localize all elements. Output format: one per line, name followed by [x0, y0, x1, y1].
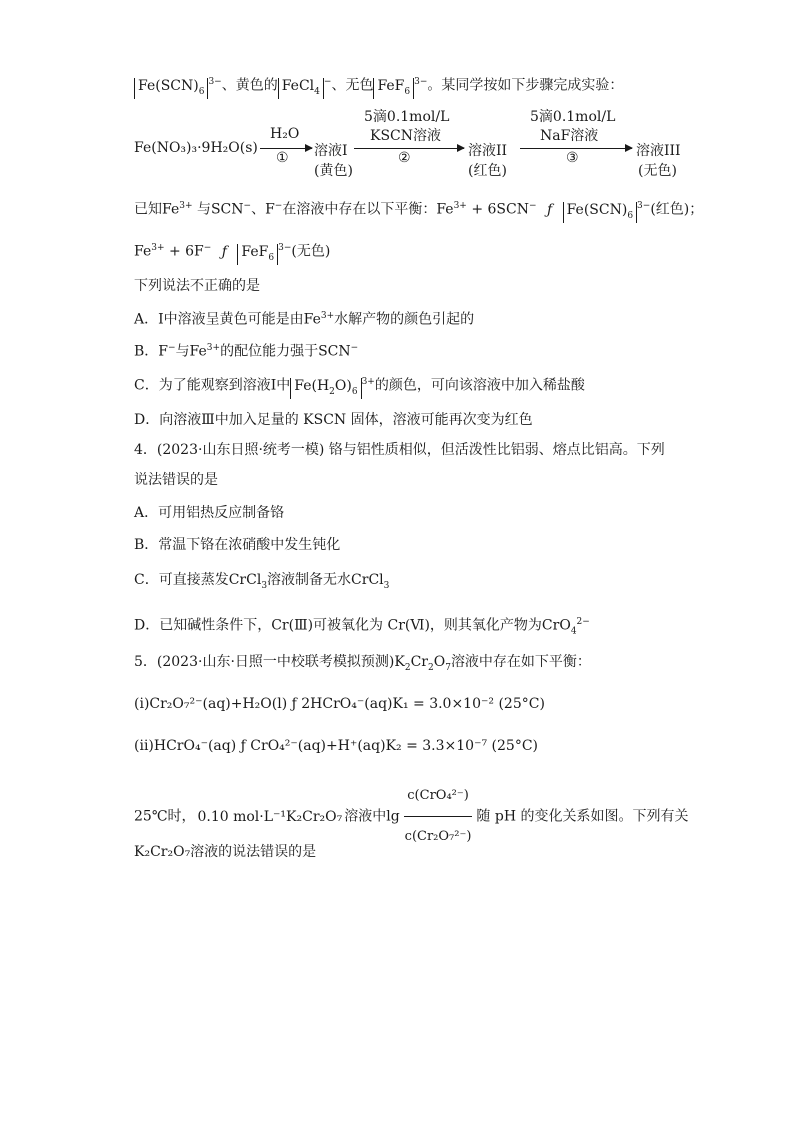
- solution-1: 溶液I: [314, 143, 348, 159]
- arrow3-label2: NaF溶液: [540, 128, 599, 144]
- solution-3: 溶液III: [636, 143, 681, 159]
- arrow-1: [260, 148, 312, 149]
- equilibrium-2: $Fe^{3+} + 6F^-$ ƒ FeF$_6^{3-}$(无色): [134, 238, 330, 265]
- solution-1-color: (黄色): [314, 163, 353, 179]
- q3-option-b: B．F−与$Fe^{3+}$的配位能力强于SCN−: [134, 343, 359, 360]
- ion-fecl4: FeCl$_4$: [278, 78, 324, 100]
- equilibrium-arrow: ƒ: [221, 243, 227, 260]
- arrow3-label1: 5滴0.1mol/L: [530, 109, 616, 125]
- solution-3-color: (无色): [638, 163, 677, 179]
- arrow1-label: H₂O: [270, 126, 300, 142]
- q3-stem: 下列说法不正确的是: [134, 278, 260, 294]
- arrow2-step: ②: [398, 150, 411, 166]
- flow-start: Fe(NO₃)₃·9H₂O(s): [134, 140, 258, 156]
- equilibrium-1: 已知$Fe^{3+}$ 与SCN−、F−在溶液中存在以下平衡：$Fe^{3+} + 6SCN^-$ ƒ $Fe(SCN)_6^{3-}$(红色)；: [134, 196, 703, 223]
- q4-option-a: A．可用铝热反应制备铬: [134, 505, 285, 521]
- ion-fef6: FeF$_6$: [373, 78, 414, 100]
- equilibrium-arrow: ƒ: [546, 201, 553, 218]
- arrow2-label2: KSCN溶液: [370, 128, 442, 144]
- solution-2: 溶液II: [468, 143, 508, 159]
- arrow2-label1: 5滴0.1mol/L: [364, 109, 450, 125]
- arrow-2: [354, 148, 464, 149]
- ion-fe-scn6: $Fe(SCN)_6$: [134, 78, 208, 100]
- q3-option-d: D．向溶液Ⅲ中加入足量的 KSCN 固体，溶液可能再次变为红色: [134, 412, 533, 428]
- arrow-3: [520, 148, 632, 149]
- experiment-flow: [134, 104, 694, 184]
- q5-stem-line2: K₂Cr₂O₇溶液的说法错误的是: [134, 844, 317, 860]
- q3-option-a: A．Ⅰ中溶液呈黄色可能是由$Fe^{3+}$水解产物的颜色引起的: [134, 311, 475, 328]
- q4-stem-line2: 说法错误的是: [134, 472, 218, 488]
- q5-condition-line: 25℃时， 0.10 mol·L⁻¹K₂Cr₂O₇ 溶液中lg $\frac{\text{c(CrO₄²⁻)}}{\text{c(Cr₂O₇²⁻)}}$ 随 pH 的变化关系如图。下列有关: [134, 776, 689, 857]
- q5-equilibrium-i: (ⅰ)Cr₂O₇²⁻(aq)+H₂O(l) ƒ 2HCrO₄⁻(aq)K₁ = 3.0×10⁻² (25°C): [134, 696, 545, 712]
- q4-option-b: B．常温下铬在浓硝酸中发生钝化: [134, 537, 341, 553]
- arrow3-step: ③: [566, 150, 579, 166]
- arrow1-step: ①: [276, 150, 289, 166]
- concentration-ratio-fraction: $\frac{\text{c(CrO₄²⁻)}}{\text{c(Cr₂O₇²⁻)}}$: [402, 776, 475, 857]
- q4-option-d: D．已知碱性条件下，Cr(Ⅲ)可被氧化为 Cr(Ⅵ)，则其氧化产物为CrO$_4^{2-}$: [134, 617, 590, 637]
- q4-option-c: C．可直接蒸发CrCl$_3$溶液制备无水CrCl$_3$: [134, 572, 390, 591]
- intro-line: $Fe(SCN)_6^{3-}$、黄色的 FeCl$_4$−、无色 FeF$_6^{3-}$。某同学按如下步骤完成实验：: [134, 72, 623, 99]
- q4-stem-line1: 4．(2023·山东日照·统考一模) 铬与铝性质相似，但活泼性比铝弱、熔点比铝高。下列: [134, 442, 665, 458]
- q3-option-c: C．为了能观察到溶液Ⅰ中 $Fe(H_2O)_6^{3+}$的颜色，可向该溶液中加入稀盐酸: [134, 372, 585, 399]
- q5-equilibrium-ii: (ⅱ)HCrO₄⁻(aq) ƒ CrO₄²⁻(aq)+H⁺(aq)K₂ = 3.3×10⁻⁷ (25°C): [134, 738, 538, 754]
- q5-stem: 5．(2023·山东·日照一中校联考模拟预测)$K_2Cr_2O_7$溶液中存在如下平衡：: [134, 654, 591, 673]
- solution-2-color: (红色): [468, 163, 507, 179]
